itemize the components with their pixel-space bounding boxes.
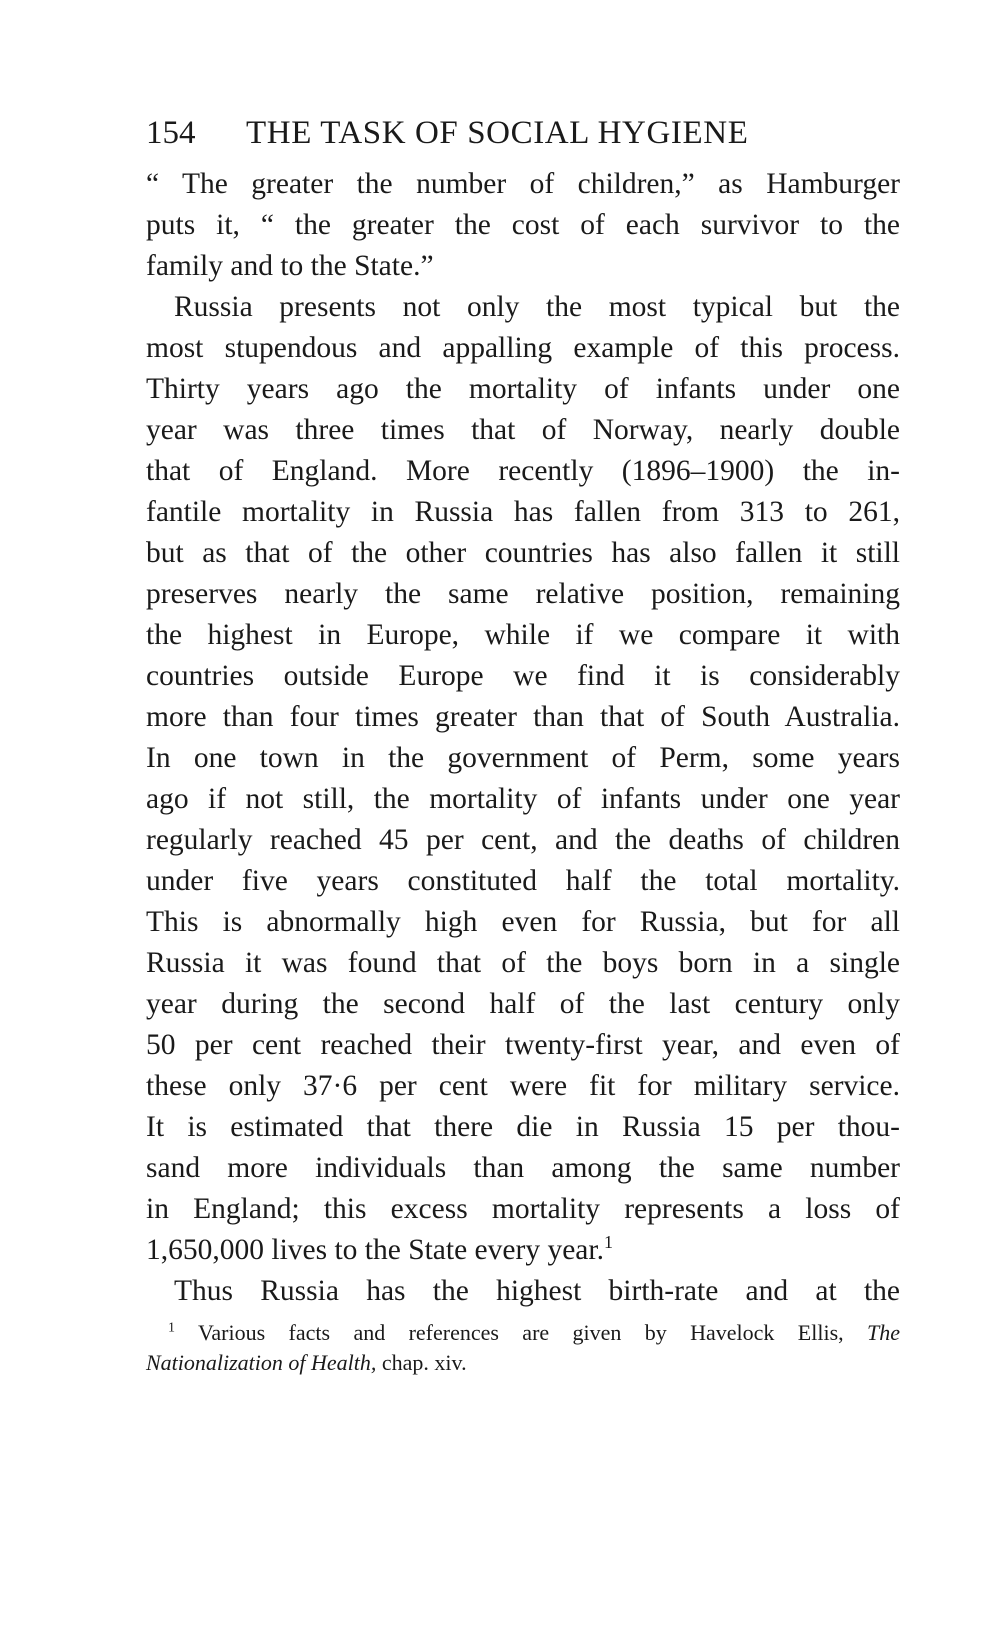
footnote-line <box>146 1348 900 1378</box>
page-number: 154 <box>146 115 196 151</box>
body-text <box>146 164 900 1312</box>
running-title: THE TASK OF SOCIAL HYGIENE <box>246 115 749 151</box>
text-line: preserves nearly the same relative position, remaining <box>146 578 900 610</box>
text-line: “ The greater the number of children,” as Hamburger <box>146 168 900 200</box>
text-line: fantile mortality in Russia has fallen from 313 to 261, <box>146 496 900 528</box>
footnote-reference[interactable]: 1 <box>603 1232 613 1253</box>
text-line: Thus Russia has the highest birth-rate and at the <box>174 1275 900 1307</box>
text-line: In one town in the government of Perm, some years <box>146 742 900 774</box>
text-line: 50 per cent reached their twenty-first year, and even of <box>146 1029 900 1061</box>
text-line: year was three times that of Norway, nearly double <box>146 414 900 446</box>
text-line: regularly reached 45 per cent, and the deaths of children <box>146 824 900 856</box>
text-line: ago if not still, the mortality of infants under one year <box>146 783 900 815</box>
text-line: the highest in Europe, while if we compare it with <box>146 619 900 651</box>
text-line: under five years constituted half the total mortality. <box>146 865 900 897</box>
text-line: in England; this excess mortality represents a loss of <box>146 1193 900 1225</box>
running-head <box>146 108 906 158</box>
text-line: these only 37·6 per cent were fit for military service. <box>146 1070 900 1102</box>
footnote-line <box>146 1318 900 1348</box>
text-line: Thirty years ago the mortality of infants under one <box>146 373 900 405</box>
text-line: 1,650,000 lives to the State every year. <box>146 1234 604 1266</box>
footnote-title-start: The <box>867 1320 901 1345</box>
text-line: most stupendous and appalling example of this process. <box>146 332 900 364</box>
text-line: Russia it was found that of the boys born in a single <box>146 947 900 979</box>
footnote-mark: 1 <box>168 1320 175 1336</box>
text-line: year during the second half of the last century only <box>146 988 900 1020</box>
text-line-with-footnote <box>146 1230 900 1271</box>
text-line: This is abnormally high even for Russia, but for all <box>146 906 900 938</box>
footnote-title-end: Nationalization of Health, <box>146 1350 377 1375</box>
text-line: puts it, “ the greater the cost of each survivor to the <box>146 209 900 241</box>
text-line: sand more individuals than among the same number <box>146 1152 900 1184</box>
text-line: more than four times greater than that of South Australia. <box>146 701 900 733</box>
footnote <box>146 1318 900 1378</box>
text-line: family and to the State.” <box>146 250 434 282</box>
footnote-chapter: chap. xiv. <box>381 1350 467 1375</box>
text-line: but as that of the other countries has also fallen it still <box>146 537 900 569</box>
text-line: Russia presents not only the most typical but the <box>174 291 900 323</box>
text-line: countries outside Europe we find it is considerably <box>146 660 900 692</box>
text-line: that of England. More recently (1896–1900) the in- <box>146 455 900 487</box>
footnote-text: Various facts and references are given by Havelock Ellis, <box>197 1320 844 1345</box>
text-line: It is estimated that there die in Russia 15 per thou- <box>146 1111 900 1143</box>
